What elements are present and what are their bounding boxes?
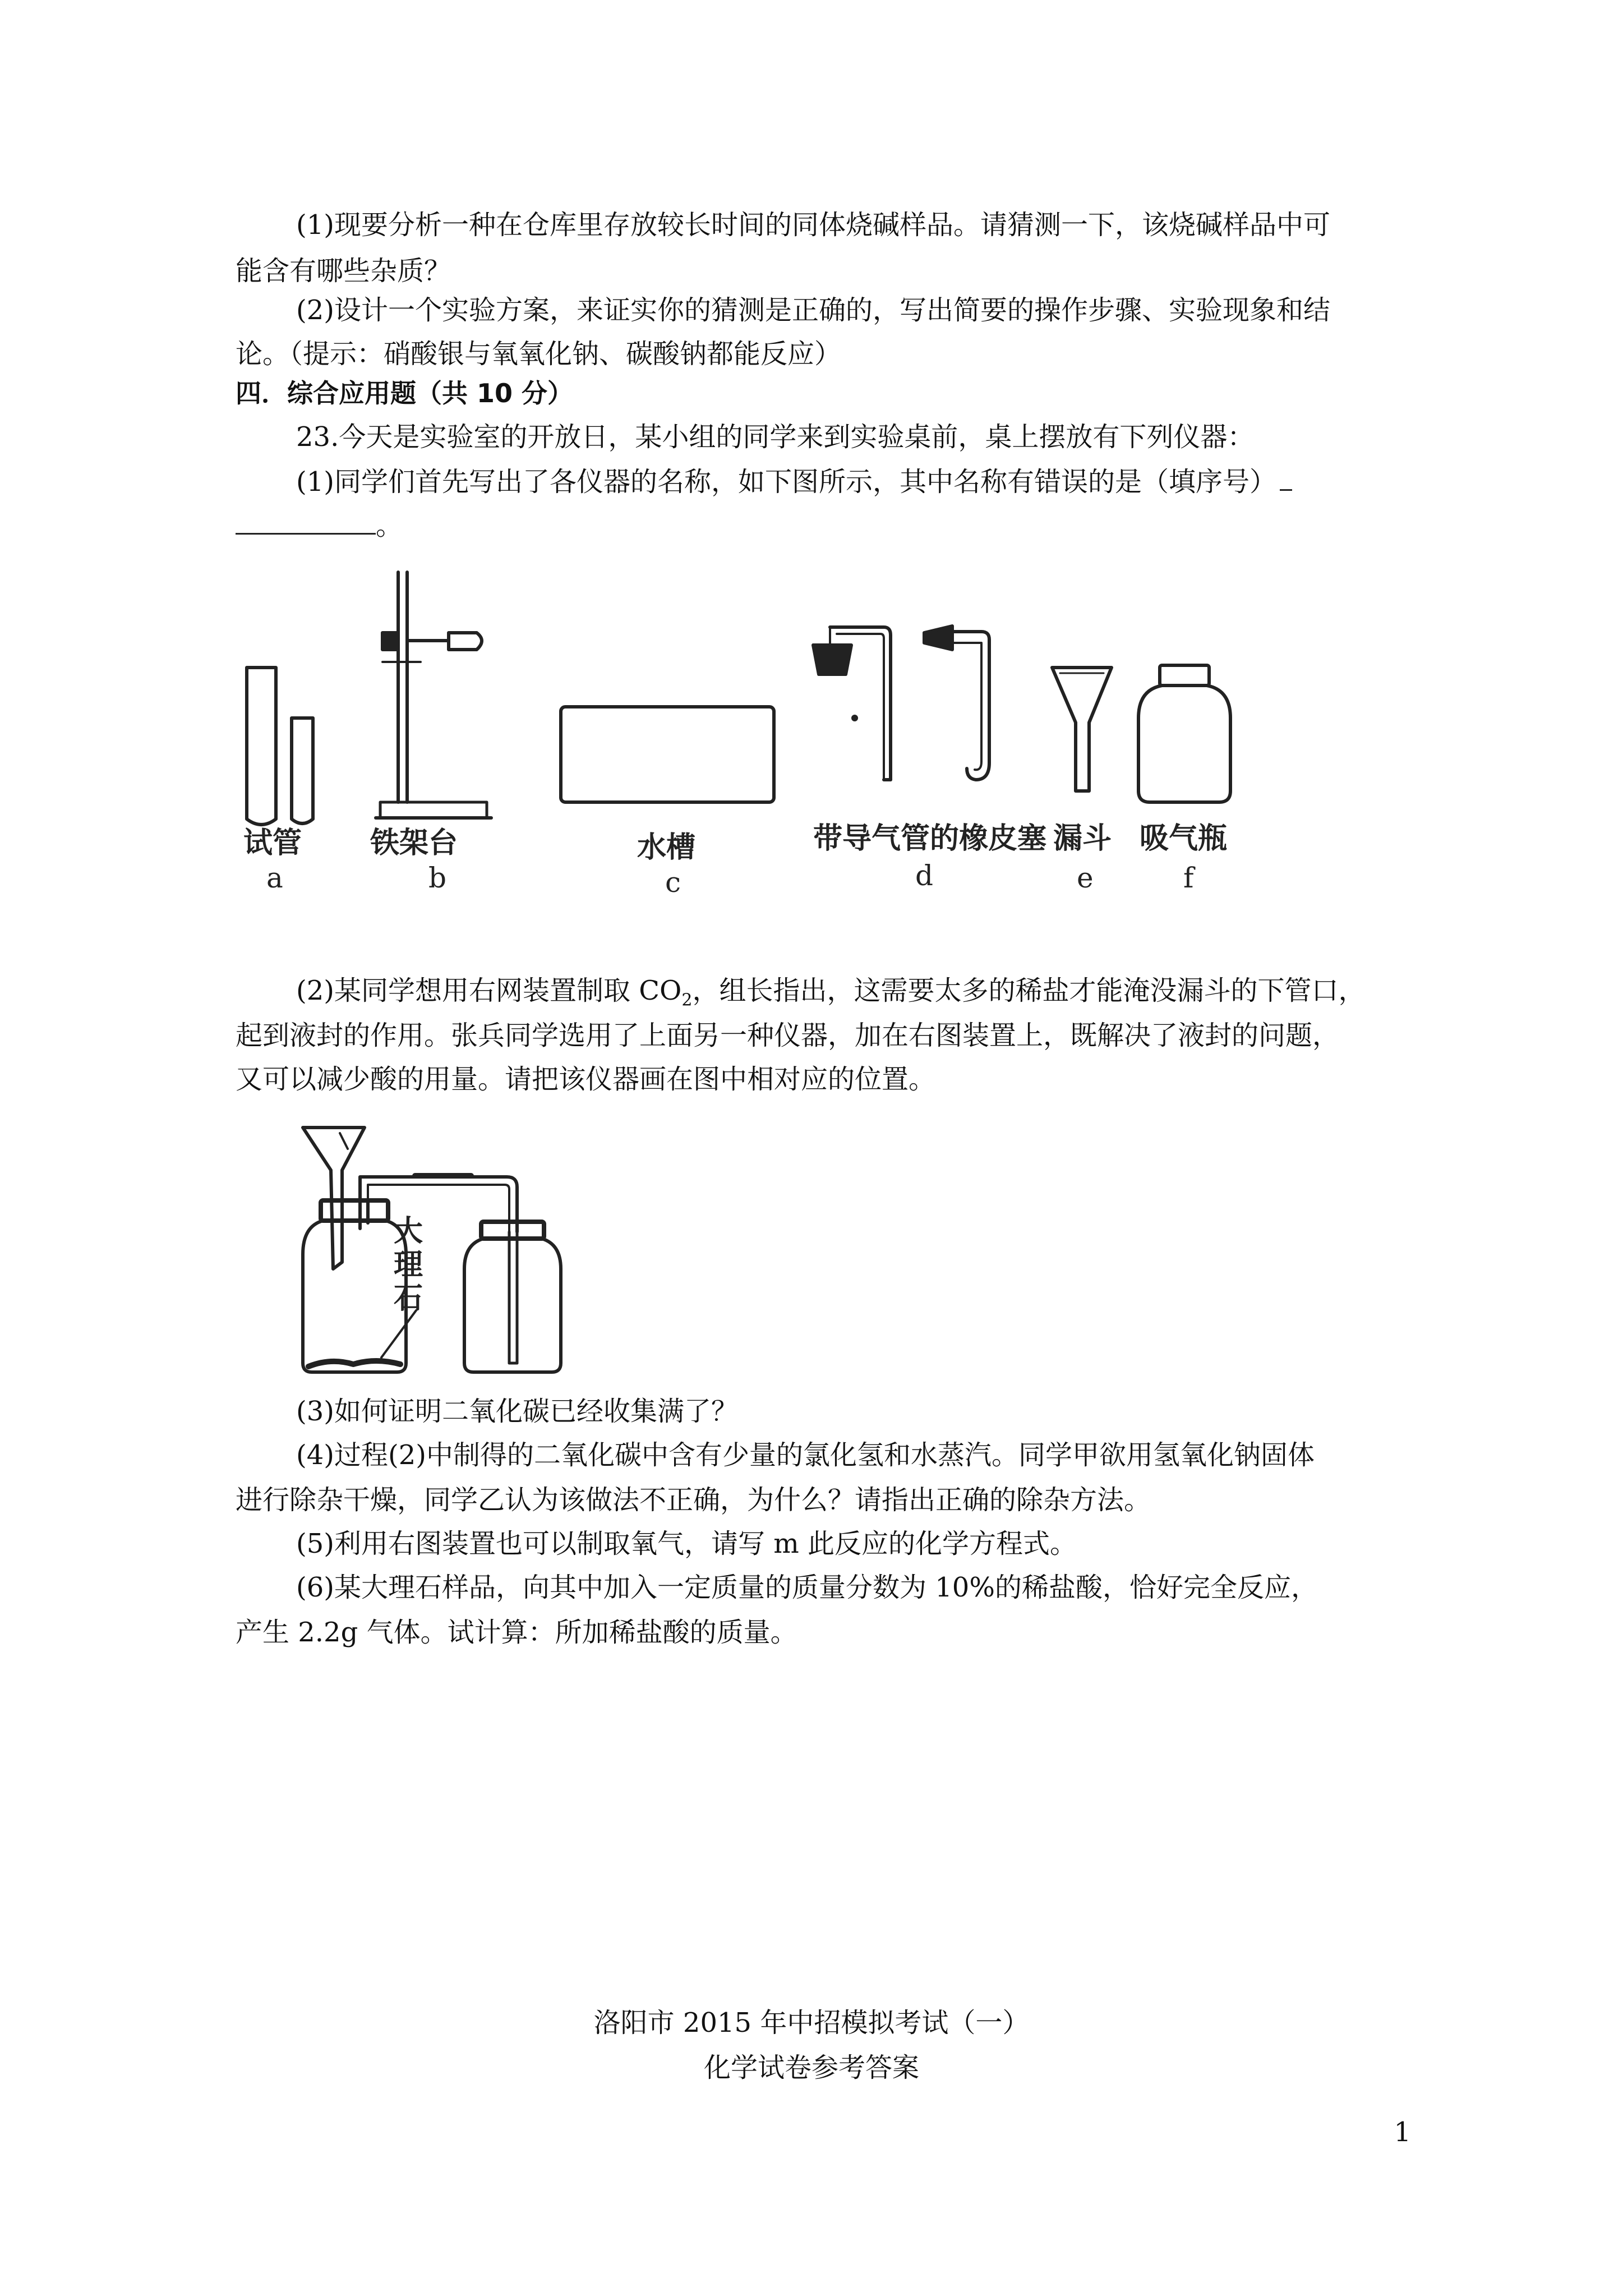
answer-header-line2: 化学试卷参考答案 bbox=[703, 2052, 919, 2083]
q23-sub4-line2: 进行除杂干燥，同学乙认为该做法不正确，为什么？请指出正确的除杂方法。 bbox=[236, 1484, 1151, 1516]
marble-label bbox=[394, 1214, 423, 1315]
q23-sub3: (3)如何证明二氧化碳已经收集满了？ bbox=[296, 1396, 738, 1427]
q22-part2-line1: (2)设计一个实验方案，来证实你的猜测是正确的，写出简要的操作步骤、实验现象和结 bbox=[296, 295, 1330, 326]
marble-label-3: 石 bbox=[394, 1282, 423, 1315]
answer-header-line1: 洛阳市 2015 年中招模拟考试（一） bbox=[593, 2007, 1030, 2039]
test-tube-icon bbox=[247, 668, 313, 825]
q23-sub6-line1: (6)某大理石样品，向其中加入一定质量的质量分数为 10%的稀盐酸，恰好完全反应， bbox=[296, 1572, 1318, 1603]
letter-d: d bbox=[915, 859, 934, 892]
q23-sub2-line2: 起到液封的作用。张兵同学选用了上面另一种仪器，加在右图装置上，既解决了液封的问题， bbox=[236, 1020, 1340, 1051]
q22-part2-line2: 论。（提示：硝酸银与氧氧化钠、碳酸钠都能反应） bbox=[236, 338, 842, 370]
letter-a: a bbox=[266, 862, 283, 894]
apparatus-figure bbox=[236, 555, 1402, 914]
q23-intro: 23.今天是实验室的开放日，某小组的同学来到实验桌前，桌上摆放有下列仪器： bbox=[296, 421, 1255, 453]
page-number: 1 bbox=[1394, 2116, 1411, 2148]
label-e: 漏斗 bbox=[1053, 822, 1112, 855]
label-a: 试管 bbox=[243, 826, 302, 860]
q23-sub1-line1 bbox=[236, 459, 1402, 505]
stopper-tube-icon bbox=[813, 626, 989, 780]
label-f: 吸气瓶 bbox=[1140, 822, 1228, 855]
label-d: 带导气管的橡皮塞 bbox=[813, 822, 1047, 855]
q22-part1-line1: (1)现要分析一种在仓库里存放较长时间的同体烧碱样品。请猜测一下，该烧碱样品中可 bbox=[296, 209, 1330, 241]
marble-label-1: 大 bbox=[394, 1214, 423, 1248]
iron-stand-icon bbox=[376, 572, 491, 818]
co2-subscript: 2 bbox=[681, 990, 693, 1010]
collection-bottle-icon bbox=[464, 1222, 561, 1372]
q23-sub2-post: ，组长指出，这需要太多的稀盐才能淹没漏斗的下管口， bbox=[692, 975, 1366, 1006]
q23-sub1-text: (1)同学们首先写出了各仪器的名称，如下图所示，其中名称有错误的是（填序号） bbox=[296, 466, 1276, 498]
q23-sub1-period: 。 bbox=[376, 510, 403, 541]
letter-f: f bbox=[1183, 862, 1194, 894]
label-b: 铁架台 bbox=[370, 826, 458, 860]
marble-label-2: 理 bbox=[394, 1248, 423, 1282]
q23-sub2-line3: 又可以减少酸的用量。请把该仪器画在图中相对应的位置。 bbox=[236, 1064, 936, 1095]
q23-sub4-line1: (4)过程(2)中制得的二氧化碳中含有少量的氯化氢和水蒸汽。同学甲欲用氢氧化钠固体 bbox=[296, 1439, 1315, 1471]
letter-e: e bbox=[1077, 862, 1094, 894]
funnel-icon bbox=[1052, 668, 1112, 791]
q23-sub6-line2: 产生 2.2g 气体。试计算：所加稀盐酸的质量。 bbox=[236, 1617, 797, 1648]
water-trough-icon bbox=[561, 707, 774, 802]
label-c: 水槽 bbox=[637, 831, 696, 864]
q22-part1-line2: 能含有哪些杂质？ bbox=[236, 255, 451, 287]
pointer-line bbox=[381, 1310, 416, 1358]
letter-c: c bbox=[665, 866, 681, 899]
section-title: 四．综合应用题（共 10 分） bbox=[236, 378, 574, 408]
answer-blank-start bbox=[1280, 467, 1292, 491]
answer-blank bbox=[236, 510, 376, 535]
q23-sub2-pre: (2)某同学想用右网装置制取 CO bbox=[296, 975, 682, 1006]
gas-bottle-icon bbox=[1138, 665, 1230, 802]
q23-sub5: (5)利用右图装置也可以制取氧气，请写 m 此反应的化学方程式。 bbox=[296, 1528, 1077, 1559]
letter-b: b bbox=[428, 862, 447, 894]
apparatus-labels bbox=[243, 822, 1227, 899]
q23-sub1-line2 bbox=[236, 503, 1402, 549]
co2-apparatus-figure bbox=[286, 1122, 600, 1386]
